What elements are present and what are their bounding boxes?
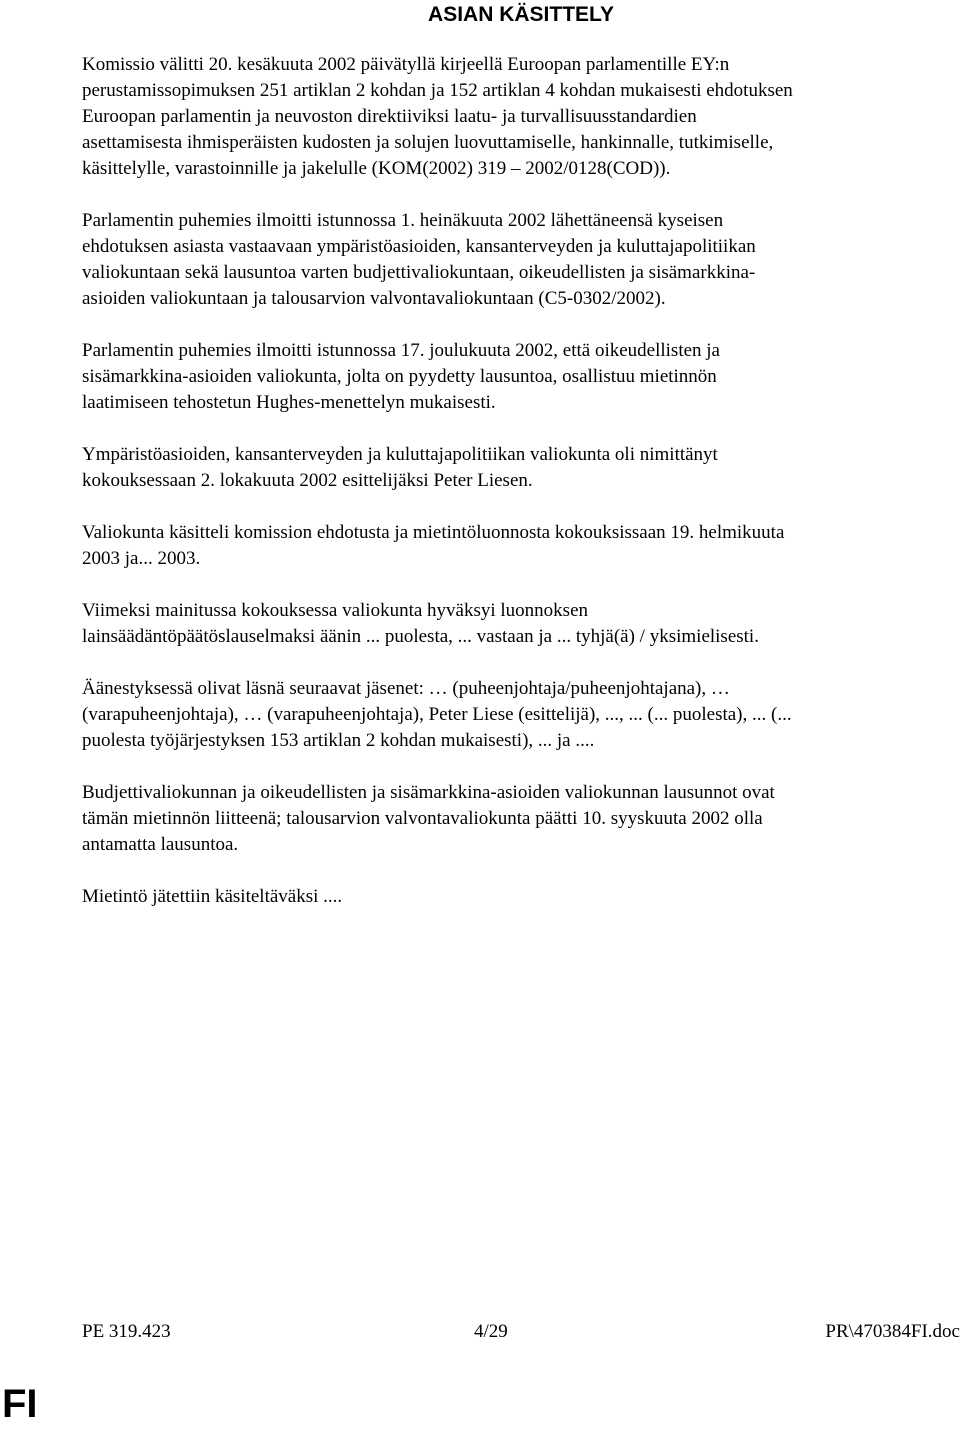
text-line: asettamisesta ihmisperäisten kudosten ja solujen luovuttamiselle, hankinnalle, tutkimiselle, — [82, 132, 774, 153]
paragraph-opinions — [82, 780, 960, 858]
paragraph-members-present — [82, 676, 960, 754]
document-body — [82, 52, 960, 936]
paragraph-hughes-procedure — [82, 338, 960, 416]
text-line: laatimiseen tehostetun Hughes-menettelyn mukaisesti. — [82, 392, 496, 413]
paragraph-rapporteur — [82, 442, 960, 494]
text-line: Euroopan parlamentin ja neuvoston direktiiviksi laatu- ja turvallisuusstandardien — [82, 106, 697, 127]
page-footer — [82, 1319, 960, 1345]
language-code: FI — [2, 1382, 38, 1426]
file-name: PR\470384FI.doc — [825, 1321, 960, 1342]
paragraph-tabled — [82, 884, 960, 910]
page-number: 4/29 — [474, 1321, 508, 1342]
text-line: Komissio välitti 20. kesäkuuta 2002 päivätyllä kirjeellä Euroopan parlamentille EY:n — [82, 54, 730, 75]
paragraph-referral — [82, 52, 960, 182]
text-line: Valiokunta käsitteli komission ehdotusta ja mietintöluonnosta kokouksissaan 19. helmikuuta — [82, 522, 785, 543]
text-line: Viimeksi mainitussa kokouksessa valiokunta hyväksyi luonnoksen — [82, 600, 589, 621]
text-line: käsittelylle, varastoinnille ja jakelulle (KOM(2002) 319 – 2002/0128(COD)). — [82, 158, 671, 179]
text-line: Ympäristöasioiden, kansanterveyden ja kuluttajapolitiikan valiokunta oli nimittänyt — [82, 444, 718, 465]
text-line: antamatta lausuntoa. — [82, 834, 239, 855]
paragraph-committee-referral — [82, 208, 960, 312]
text-line: Budjettivaliokunnan ja oikeudellisten ja sisämarkkina-asioiden valiokunnan lausunnot ovat — [82, 782, 775, 803]
text-line: perustamissopimuksen 251 artiklan 2 kohdan ja 152 artiklan 4 kohdan mukaisesti ehdotuksen — [82, 80, 793, 101]
text-line: (varapuheenjohtaja), … (varapuheenjohtaja), Peter Liese (esittelijä), ..., ... (... puolesta), ... (... — [82, 704, 792, 725]
text-line: asioiden valiokuntaan ja talousarvion valvontavaliokuntaan (C5-0302/2002). — [82, 288, 666, 309]
paragraph-consideration — [82, 520, 960, 572]
text-line: Mietintö jätettiin käsiteltäväksi .... — [82, 886, 343, 907]
text-line: ehdotuksen asiasta vastaavaan ympäristöasioiden, kansanterveyden ja kuluttajapolitiikan — [82, 236, 756, 257]
text-line: sisämarkkina-asioiden valiokunta, jolta on pyydetty lausuntoa, osallistuu mietinnön — [82, 366, 717, 387]
text-line: Parlamentin puhemies ilmoitti istunnossa 17. joulukuuta 2002, että oikeudellisten ja — [82, 340, 720, 361]
document-reference: PE 319.423 — [82, 1321, 171, 1342]
text-line: 2003 ja... 2003. — [82, 548, 201, 569]
text-line: kokouksessaan 2. lokakuuta 2002 esittelijäksi Peter Liesen. — [82, 470, 533, 491]
text-line: Parlamentin puhemies ilmoitti istunnossa 1. heinäkuuta 2002 lähettäneensä kyseisen — [82, 210, 724, 231]
text-line: tämän mietinnön liitteenä; talousarvion valvontavaliokunta päätti 10. syyskuuta 2002 olla — [82, 808, 763, 829]
text-line: Äänestyksessä olivat läsnä seuraavat jäsenet: … (puheenjohtaja/puheenjohtajana), … — [82, 678, 730, 699]
text-line: lainsäädäntöpäätöslauselmaksi äänin ... puolesta, ... vastaan ja ... tyhjä(ä) / yksimielisesti. — [82, 626, 759, 647]
text-line: valiokuntaan sekä lausuntoa varten budjettivaliokuntaan, oikeudellisten ja sisämarkkina- — [82, 262, 756, 283]
paragraph-adoption — [82, 598, 960, 650]
text-line: puolesta työjärjestyksen 153 artiklan 2 kohdan mukaisesti), ... ja .... — [82, 730, 595, 751]
page-title: ASIAN KÄSITTELY — [428, 3, 614, 26]
